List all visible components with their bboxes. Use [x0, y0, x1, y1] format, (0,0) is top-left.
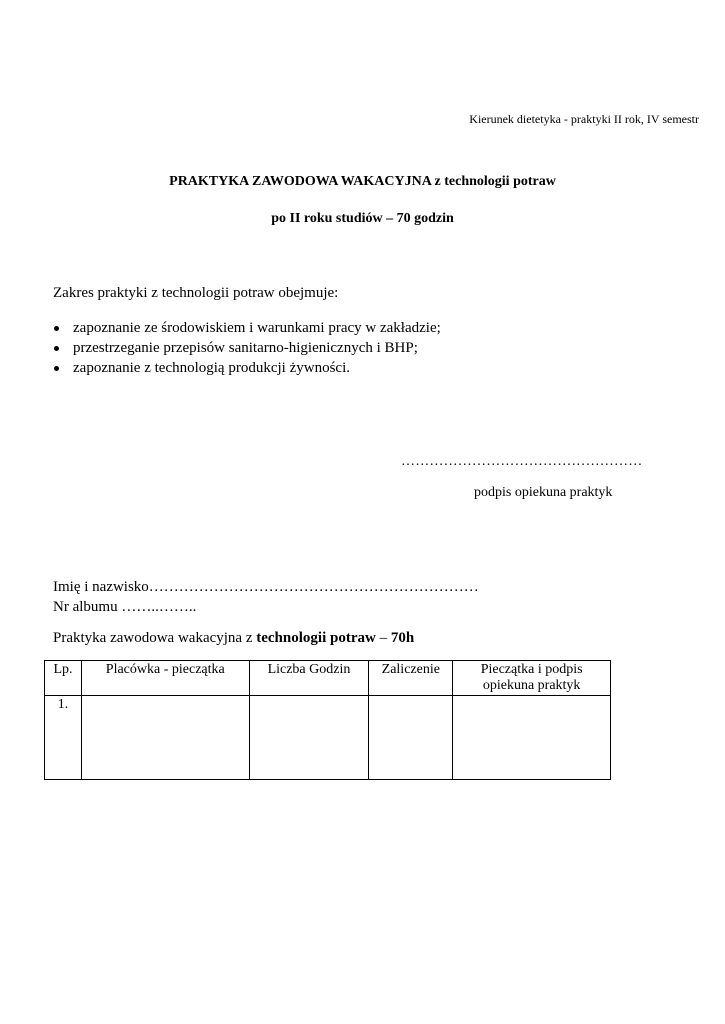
signature-line: ……………………………………………	[401, 454, 643, 469]
header-credit: Zaliczenie	[369, 661, 453, 696]
signature-label: podpis opiekuna praktyk	[474, 485, 613, 500]
scope-intro: Zakres praktyki z technologii potraw obejmuje:	[53, 285, 339, 301]
practice-subject: technologii potraw	[256, 630, 376, 646]
table-row	[45, 696, 611, 780]
cell-supervisor-signature	[453, 696, 611, 780]
name-field: Imię i nazwisko…………………………………………………………	[53, 579, 479, 595]
album-number-field: Nr albumu ……..……..	[53, 599, 197, 615]
cell-hours	[249, 696, 369, 780]
practice-dash: –	[375, 630, 391, 646]
cell-lp: 1.	[45, 696, 82, 780]
header-supervisor-signature: Pieczątka i podpis opiekuna praktyk	[453, 661, 611, 696]
practice-summary	[53, 630, 414, 647]
practice-prefix: Praktyka zawodowa wakacyjna z	[53, 630, 257, 646]
scope-item: zapoznanie z technologią produkcji żywności.	[53, 358, 441, 378]
cell-credit	[369, 696, 453, 780]
cell-institution-stamp	[81, 696, 249, 780]
document-subtitle: po II roku studiów – 70 godzin	[271, 211, 454, 226]
scope-list	[53, 318, 441, 378]
scope-item: zapoznanie ze środowiskiem i warunkami pracy w zakładzie;	[53, 318, 441, 338]
table-header-row	[45, 661, 611, 696]
header-lp: Lp.	[45, 661, 82, 696]
header-note: Kierunek dietetyka - praktyki II rok, IV semestr	[469, 112, 699, 126]
practice-hours: 70h	[390, 630, 415, 646]
practice-table	[44, 660, 611, 780]
header-institution-stamp: Placówka - pieczątka	[81, 661, 249, 696]
scope-item: przestrzeganie przepisów sanitarno-higienicznych i BHP;	[53, 338, 441, 358]
header-hours: Liczba Godzin	[249, 661, 369, 696]
document-title: PRAKTYKA ZAWODOWA WAKACYJNA z technologii potraw	[169, 174, 556, 189]
